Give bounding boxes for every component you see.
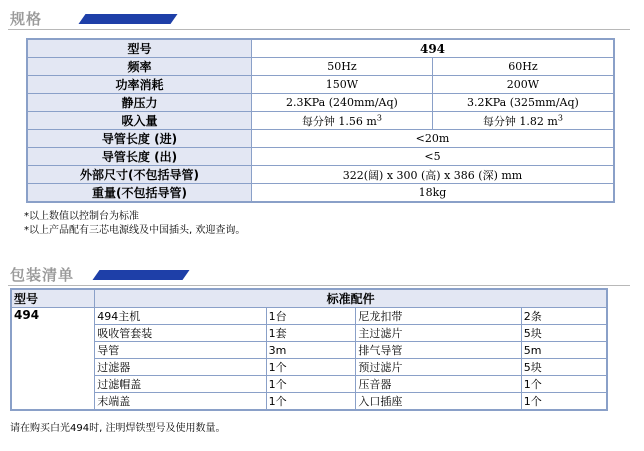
note-line: *以上数值以控制台为标准 xyxy=(24,211,139,222)
spec-row-dimensions xyxy=(27,166,614,184)
spec-row-model xyxy=(27,39,614,58)
spec-value: 2.3KPa (240mm/Aq) xyxy=(252,94,433,112)
pack-item-qty: 1个 xyxy=(521,393,607,411)
spec-label: 吸入量 xyxy=(27,112,252,130)
spec-value: 60Hz xyxy=(432,58,614,76)
pack-header-model: 型号 xyxy=(11,289,95,308)
spec-value-text: 每分钟 1.82 m xyxy=(482,114,558,128)
spec-value: 494 xyxy=(252,39,615,58)
pack-row xyxy=(11,325,607,342)
spec-value xyxy=(432,112,614,130)
pack-item-qty: 5m xyxy=(521,342,607,359)
pack-item-name: 主过滤片 xyxy=(356,325,521,342)
pack-item-name: 末端盖 xyxy=(95,393,266,411)
pack-item-qty: 5块 xyxy=(521,325,607,342)
spec-row-hose-in xyxy=(27,130,614,148)
spec-row-weight xyxy=(27,184,614,203)
spec-value: 18kg xyxy=(252,184,615,203)
pack-model-cell: 494 xyxy=(11,308,95,411)
pack-section-header xyxy=(8,262,630,288)
spec-label: 型号 xyxy=(27,39,252,58)
spec-label: 功率消耗 xyxy=(27,76,252,94)
pack-item-qty: 5块 xyxy=(521,359,607,376)
pack-header-row xyxy=(11,289,607,308)
pack-table xyxy=(10,288,608,411)
spec-value: 150W xyxy=(252,76,433,94)
spec-value: 200W xyxy=(432,76,614,94)
pack-row xyxy=(11,342,607,359)
spec-label: 导管长度 (出) xyxy=(27,148,252,166)
spec-row-frequency xyxy=(27,58,614,76)
note-line: *以上产品配有三芯电源线及中国插头, 欢迎查询。 xyxy=(24,225,246,236)
pack-section-divider xyxy=(8,285,630,286)
pack-item-qty: 3m xyxy=(266,342,356,359)
superscript: 3 xyxy=(557,112,563,122)
spec-notes xyxy=(24,210,245,238)
pack-section-bar xyxy=(92,270,189,280)
spec-value: 50Hz xyxy=(252,58,433,76)
pack-item-name: 过滤器 xyxy=(95,359,266,376)
spec-section-title: 规格 xyxy=(10,10,43,28)
pack-item-name: 预过滤片 xyxy=(356,359,521,376)
pack-item-name: 排气导管 xyxy=(356,342,521,359)
pack-item-qty: 1套 xyxy=(266,325,356,342)
pack-item-qty: 2条 xyxy=(521,308,607,325)
spec-label: 外部尺寸(不包括导管) xyxy=(27,166,252,184)
spec-section-bar xyxy=(78,14,177,24)
pack-item-qty: 1台 xyxy=(266,308,356,325)
pack-section-title: 包装清单 xyxy=(10,266,75,284)
spec-row-power xyxy=(27,76,614,94)
spec-value: <20m xyxy=(252,130,615,148)
pack-item-qty: 1个 xyxy=(266,393,356,411)
spec-value: 322(阔) x 300 (高) x 386 (深) mm xyxy=(252,166,615,184)
spec-label: 静压力 xyxy=(27,94,252,112)
pack-item-qty: 1个 xyxy=(266,359,356,376)
spec-section-header xyxy=(8,6,630,32)
spec-value: <5 xyxy=(252,148,615,166)
spec-row-suction xyxy=(27,112,614,130)
pack-item-qty: 1个 xyxy=(266,376,356,393)
pack-item-name: 过滤帽盖 xyxy=(95,376,266,393)
spec-section-divider xyxy=(8,29,630,30)
spec-row-static-pressure xyxy=(27,94,614,112)
spec-value xyxy=(252,112,433,130)
spec-row-hose-out xyxy=(27,148,614,166)
spec-value-text: 每分钟 1.56 m xyxy=(301,114,377,128)
pack-header-accessories: 标准配件 xyxy=(95,289,607,308)
pack-row xyxy=(11,393,607,411)
pack-item-name: 压音器 xyxy=(356,376,521,393)
spec-label: 重量(不包括导管) xyxy=(27,184,252,203)
pack-item-name: 导管 xyxy=(95,342,266,359)
pack-item-qty: 1个 xyxy=(521,376,607,393)
pack-row xyxy=(11,308,607,325)
footer-note: 请在购买白光494时, 注明焊铁型号及使用数量。 xyxy=(10,423,226,434)
spec-table xyxy=(26,38,615,203)
pack-item-name: 入口插座 xyxy=(356,393,521,411)
pack-row xyxy=(11,376,607,393)
pack-item-name: 吸收管套装 xyxy=(95,325,266,342)
pack-item-name: 494主机 xyxy=(95,308,266,325)
spec-value: 3.2KPa (325mm/Aq) xyxy=(432,94,614,112)
spec-label: 频率 xyxy=(27,58,252,76)
spec-label: 导管长度 (进) xyxy=(27,130,252,148)
pack-row xyxy=(11,359,607,376)
superscript: 3 xyxy=(376,112,382,122)
pack-item-name: 尼龙扣带 xyxy=(356,308,521,325)
